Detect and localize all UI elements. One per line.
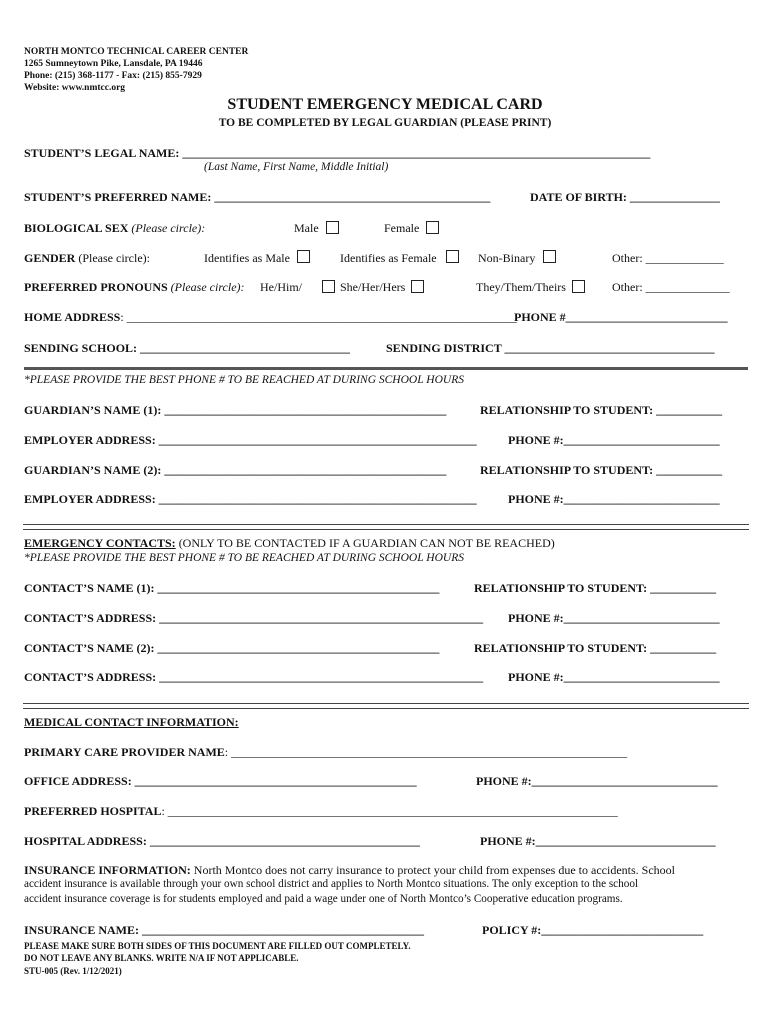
contact-1-address-field[interactable]: CONTACT’S ADDRESS: ______________________________________________________ (24, 611, 484, 625)
emergency-phone-note: *PLEASE PROVIDE THE BEST PHONE # TO BE REACHED AT DURING SCHOOL HOURS (24, 552, 464, 564)
page-subtitle: TO BE COMPLETED BY LEGAL GUARDIAN (PLEASE PRINT) (218, 117, 552, 129)
guardian-2-relationship-field[interactable]: RELATIONSHIP TO STUDENT: ___________ (480, 463, 723, 477)
gender-male-checkbox[interactable] (297, 250, 310, 263)
sex-male-checkbox[interactable] (326, 221, 339, 234)
biological-sex-label: BIOLOGICAL SEX (Please circle): (24, 221, 206, 235)
footer-instruction-1: PLEASE MAKE SURE BOTH SIDES OF THIS DOCUMENT ARE FILLED OUT COMPLETELY. (24, 941, 411, 951)
hospital-address-field[interactable]: HOSPITAL ADDRESS: _____________________________________________ (24, 834, 420, 848)
gender-male-label: Identifies as Male (204, 251, 290, 265)
guardian-2-name-field[interactable]: GUARDIAN’S NAME (2): _______________________________________________ (24, 463, 447, 477)
student-preferred-name-field[interactable]: STUDENT’S PREFERRED NAME: ______________________________________________ (24, 190, 491, 204)
home-address-field[interactable]: HOME ADDRESS: _________________________________________________________________ (24, 310, 517, 324)
page-title: STUDENT EMERGENCY MEDICAL CARD (227, 96, 543, 113)
pronouns-label: PREFERRED PRONOUNS (Please circle): (24, 280, 245, 294)
school-phone: Phone: (215) 368-1177 - Fax: (215) 855-7929 (24, 71, 202, 81)
contact-2-address-field[interactable]: CONTACT’S ADDRESS: ______________________________________________________ (24, 670, 484, 684)
double-divider-1 (23, 524, 749, 530)
guardian-1-phone-field[interactable]: PHONE #:__________________________ (508, 433, 720, 447)
office-phone-field[interactable]: PHONE #:_______________________________ (476, 774, 718, 788)
footer-instruction-2: DO NOT LEAVE ANY BLANKS. WRITE N/A IF NOT APPLICABLE. (24, 953, 299, 963)
insurance-info-paragraph-line-1: INSURANCE INFORMATION: North Montco does not carry insurance to protect your child from expenses due to accidents. School (24, 863, 675, 877)
emergency-contacts-heading: EMERGENCY CONTACTS: (ONLY TO BE CONTACTED IF A GUARDIAN CAN NOT BE REACHED) (24, 536, 555, 550)
gender-label: GENDER (Please circle): (24, 251, 150, 265)
sex-male-label: Male (294, 221, 319, 235)
gender-nonbinary-checkbox[interactable] (543, 250, 556, 263)
school-website: Website: www.nmtcc.org (24, 83, 126, 93)
sex-female-checkbox[interactable] (426, 221, 439, 234)
contact-1-relationship-field[interactable]: RELATIONSHIP TO STUDENT: ___________ (474, 581, 717, 595)
gender-nonbinary-label: Non-Binary (478, 251, 536, 265)
double-divider-2 (23, 703, 749, 709)
contact-2-relationship-field[interactable]: RELATIONSHIP TO STUDENT: ___________ (474, 641, 717, 655)
guardian-1-relationship-field[interactable]: RELATIONSHIP TO STUDENT: ___________ (480, 403, 723, 417)
pronoun-other-field[interactable]: Other: ______________ (612, 280, 730, 294)
gender-female-checkbox[interactable] (446, 250, 459, 263)
contact-2-phone-field[interactable]: PHONE #:__________________________ (508, 670, 720, 684)
section-divider (24, 367, 748, 370)
school-address: 1265 Sumneytown Pike, Lansdale, PA 19446 (24, 59, 203, 69)
home-phone-field[interactable]: PHONE #___________________________ (514, 310, 728, 324)
sending-school-field[interactable]: SENDING SCHOOL: ___________________________________ (24, 341, 351, 355)
sex-female-label: Female (384, 221, 420, 235)
medical-contact-heading: MEDICAL CONTACT INFORMATION: (24, 715, 239, 729)
pronoun-they-label: They/Them/Theirs (476, 280, 566, 294)
pronoun-he-checkbox[interactable] (322, 280, 335, 293)
hospital-phone-field[interactable]: PHONE #:______________________________ (480, 834, 716, 848)
office-address-field[interactable]: OFFICE ADDRESS: _______________________________________________ (24, 774, 417, 788)
form-id: STU-005 (Rev. 1/12/2021) (24, 966, 122, 976)
guardian-2-employer-field[interactable]: EMPLOYER ADDRESS: _____________________________________________________ (24, 492, 477, 506)
contact-1-phone-field[interactable]: PHONE #:__________________________ (508, 611, 720, 625)
school-name: NORTH MONTCO TECHNICAL CAREER CENTER (24, 47, 249, 57)
primary-care-provider-field[interactable]: PRIMARY CARE PROVIDER NAME: __________________________________________________________________ (24, 745, 628, 759)
gender-female-label: Identifies as Female (340, 251, 437, 265)
insurance-info-paragraph-line-3: accident insurance coverage is for students employed and paid a wage under one of North Montco’s Cooperative education programs. (24, 893, 623, 905)
insurance-name-field[interactable]: INSURANCE NAME: _______________________________________________ (24, 923, 425, 937)
pronoun-they-checkbox[interactable] (572, 280, 585, 293)
pronoun-he-label: He/Him/ (260, 280, 302, 294)
date-of-birth-field[interactable]: DATE OF BIRTH: _______________ (530, 190, 720, 204)
contact-2-name-field[interactable]: CONTACT’S NAME (2): _______________________________________________ (24, 641, 440, 655)
pronoun-she-label: She/Her/Hers (340, 280, 406, 294)
policy-number-field[interactable]: POLICY #:___________________________ (482, 923, 704, 937)
preferred-hospital-field[interactable]: PREFERRED HOSPITAL: ___________________________________________________________________________ (24, 804, 618, 818)
gender-other-field[interactable]: Other: _____________ (612, 251, 724, 265)
insurance-info-paragraph-line-2: accident insurance is available through your own school district and applies to North Montco situations. The only exception to the school (24, 878, 639, 890)
contact-1-name-field[interactable]: CONTACT’S NAME (1): _______________________________________________ (24, 581, 440, 595)
sending-district-field[interactable]: SENDING DISTRICT ___________________________________ (386, 341, 715, 355)
pronoun-she-checkbox[interactable] (411, 280, 424, 293)
guardian-1-name-field[interactable]: GUARDIAN’S NAME (1): _______________________________________________ (24, 403, 447, 417)
legal-name-hint: (Last Name, First Name, Middle Initial) (204, 161, 389, 173)
student-legal-name-field[interactable]: STUDENT’S LEGAL NAME: ______________________________________________________________________________ (24, 146, 651, 160)
guardian-phone-note: *PLEASE PROVIDE THE BEST PHONE # TO BE REACHED AT DURING SCHOOL HOURS (24, 374, 464, 386)
guardian-1-employer-field[interactable]: EMPLOYER ADDRESS: _____________________________________________________ (24, 433, 477, 447)
guardian-2-phone-field[interactable]: PHONE #:__________________________ (508, 492, 720, 506)
